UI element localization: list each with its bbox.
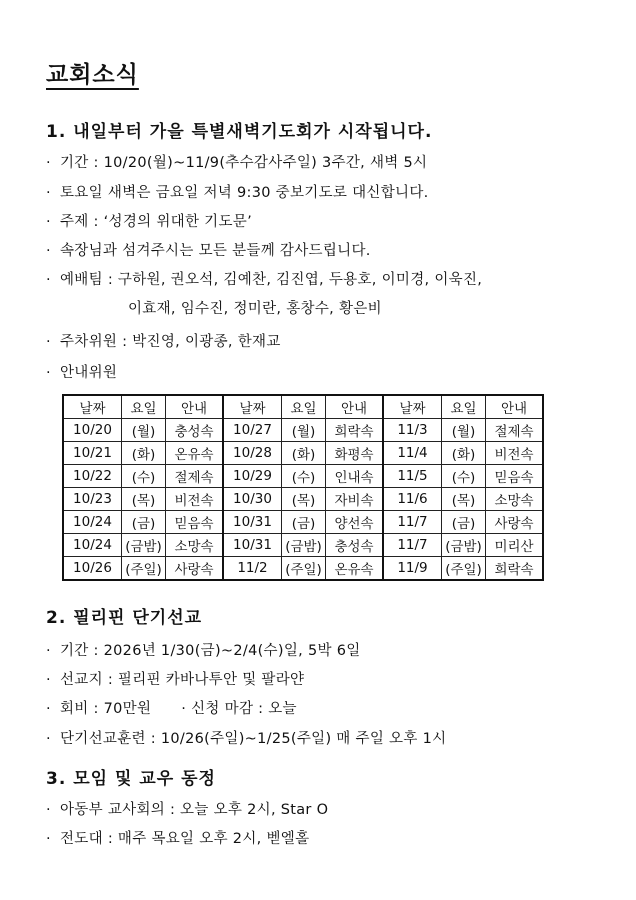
- table-cell: 11/3: [383, 419, 442, 442]
- table-cell: 11/2: [223, 557, 282, 581]
- table-cell: (수): [282, 465, 326, 488]
- table-cell: (금): [442, 511, 486, 534]
- table-cell: 믿음속: [166, 511, 224, 534]
- table-cell: (금밤): [122, 534, 166, 557]
- section3-teachers-meeting: · 아동부 교사회의 : 오늘 오후 2시, Star O: [46, 802, 329, 818]
- table-cell: 사랑속: [486, 511, 544, 534]
- table-cell: 사랑속: [166, 557, 224, 581]
- table-header: 날짜: [63, 395, 122, 419]
- table-cell: 10/21: [63, 442, 122, 465]
- section1-parking: · 주차위원 : 박진영, 이광종, 한재교: [46, 334, 281, 350]
- table-cell: 10/31: [223, 534, 282, 557]
- table-header: 요일: [442, 395, 486, 419]
- table-header: 날짜: [383, 395, 442, 419]
- table-header: 안내: [326, 395, 384, 419]
- table-cell: (수): [442, 465, 486, 488]
- section2-training: · 단기선교훈련 : 10/26(주일)~1/25(주일) 매 주일 오후 1시: [46, 731, 447, 747]
- section3-evangelism: · 전도대 : 매주 목요일 오후 2시, 벧엘홀: [46, 831, 310, 847]
- table-cell: 10/31: [223, 511, 282, 534]
- table-row: [63, 488, 543, 511]
- table-row: [63, 419, 543, 442]
- table-cell: (목): [442, 488, 486, 511]
- section2-period: · 기간 : 2026년 1/30(금)~2/4(수)일, 5박 6일: [46, 643, 361, 659]
- table-cell: 인내속: [326, 465, 384, 488]
- table-cell: 희락속: [486, 557, 544, 581]
- table-cell: (수): [122, 465, 166, 488]
- table-cell: (목): [282, 488, 326, 511]
- table-cell: (화): [282, 442, 326, 465]
- section1-heading: 1. 내일부터 가을 특별새벽기도회가 시작됩니다.: [46, 122, 433, 142]
- table-cell: 소망속: [166, 534, 224, 557]
- table-header: 날짜: [223, 395, 282, 419]
- section1-saturday-note: · 토요일 새벽은 금요일 저녁 9:30 중보기도로 대신합니다.: [46, 185, 429, 201]
- table-row: [63, 465, 543, 488]
- table-cell: 믿음속: [486, 465, 544, 488]
- section1-worship-team-cont: 이효재, 임수진, 정미란, 홍창수, 황은비: [128, 301, 382, 317]
- table-cell: 10/28: [223, 442, 282, 465]
- table-cell: 희락속: [326, 419, 384, 442]
- table-cell: (화): [442, 442, 486, 465]
- table-cell: (주일): [122, 557, 166, 581]
- table-cell: 10/20: [63, 419, 122, 442]
- table-cell: 11/7: [383, 511, 442, 534]
- table-cell: (화): [122, 442, 166, 465]
- table-cell: 비전속: [486, 442, 544, 465]
- page-title: 교회소식: [46, 62, 139, 88]
- table-header: 요일: [122, 395, 166, 419]
- table-cell: 화평속: [326, 442, 384, 465]
- section2-deadline: · 신청 마감 : 오늘: [181, 701, 297, 717]
- table-cell: (금): [122, 511, 166, 534]
- table-cell: (금밤): [442, 534, 486, 557]
- table-cell: (월): [282, 419, 326, 442]
- guide-schedule-table: [62, 394, 544, 581]
- table-row: [63, 511, 543, 534]
- section1-thanks: · 속장님과 섬겨주시는 모든 분들께 감사드립니다.: [46, 243, 371, 259]
- table-cell: 10/29: [223, 465, 282, 488]
- table-cell: (주일): [282, 557, 326, 581]
- table-cell: 자비속: [326, 488, 384, 511]
- table-cell: 10/27: [223, 419, 282, 442]
- table-cell: 비전속: [166, 488, 224, 511]
- table-cell: 절제속: [486, 419, 544, 442]
- section1-guide-label: · 안내위원: [46, 365, 118, 381]
- table-header: 안내: [166, 395, 224, 419]
- section2-heading: 2. 필리핀 단기선교: [46, 608, 203, 628]
- table-cell: 11/7: [383, 534, 442, 557]
- table-cell: 11/9: [383, 557, 442, 581]
- table-cell: 온유속: [166, 442, 224, 465]
- section2-fee: · 회비 : 70만원 · 신청 마감 : 오늘: [46, 701, 297, 717]
- table-cell: 양선속: [326, 511, 384, 534]
- table-body: [63, 419, 543, 581]
- table-cell: 소망속: [486, 488, 544, 511]
- table-cell: 11/6: [383, 488, 442, 511]
- table-cell: 10/23: [63, 488, 122, 511]
- table-cell: 충성속: [326, 534, 384, 557]
- table-header: 요일: [282, 395, 326, 419]
- table-cell: (목): [122, 488, 166, 511]
- table-cell: 미리산: [486, 534, 544, 557]
- table-cell: (금): [282, 511, 326, 534]
- table-cell: 11/5: [383, 465, 442, 488]
- table-row: [63, 534, 543, 557]
- table-cell: 충성속: [166, 419, 224, 442]
- section2-place: · 선교지 : 필리핀 카바나투안 및 팔라얀: [46, 672, 305, 688]
- table-cell: 절제속: [166, 465, 224, 488]
- table-cell: (주일): [442, 557, 486, 581]
- table-cell: (금밤): [282, 534, 326, 557]
- table-cell: (월): [442, 419, 486, 442]
- table-cell: 10/22: [63, 465, 122, 488]
- table-row: [63, 442, 543, 465]
- table-cell: (월): [122, 419, 166, 442]
- section1-theme: · 주제 : ‘성경의 위대한 기도문’: [46, 214, 253, 230]
- table-header-row: [63, 395, 543, 419]
- table-cell: 온유속: [326, 557, 384, 581]
- table-cell: 11/4: [383, 442, 442, 465]
- section1-period: · 기간 : 10/20(월)~11/9(추수감사주일) 3주간, 새벽 5시: [46, 155, 428, 171]
- table-cell: 10/26: [63, 557, 122, 581]
- table-cell: 10/24: [63, 511, 122, 534]
- table-header: 안내: [486, 395, 544, 419]
- table-cell: 10/30: [223, 488, 282, 511]
- table-row: [63, 557, 543, 581]
- section3-heading: 3. 모임 및 교우 동정: [46, 769, 216, 789]
- section1-worship-team: · 예배팀 : 구하원, 권오석, 김예찬, 김진엽, 두용호, 이미경, 이욱진,: [46, 272, 483, 288]
- table-cell: 10/24: [63, 534, 122, 557]
